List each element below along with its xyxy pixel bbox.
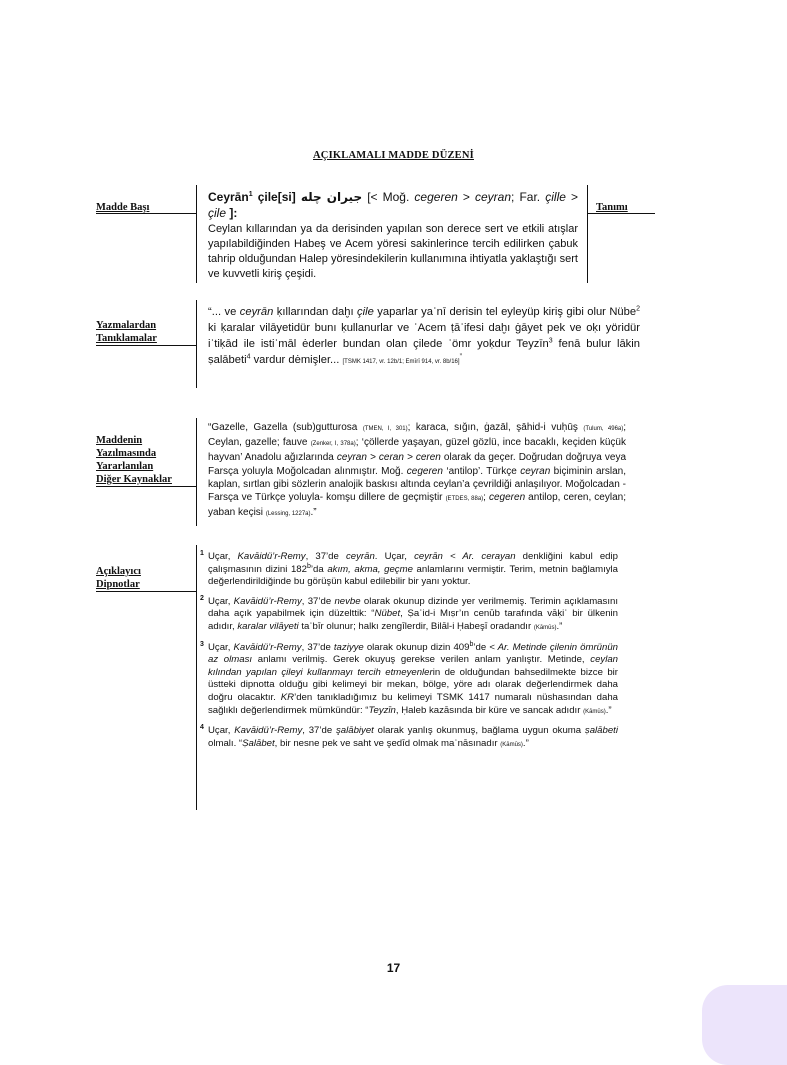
citation-reference: [TSMK 1417, vr. 12b/1; Emīrī 914, vr. 8b/16]: [342, 359, 460, 365]
footnote-1: 1 Uçar, Kavāidü’r-Remy, 37’de ceyrān. Uçar, ceyrān < Ar. cerayan denkliğini kabul edip çalışmasının dizini 182$^b$’da akım, akma, geçme anlamlarını vermiştir. Terim, metnin bağlamıyla değerlendirildiğinde bu görüşün kabul edilebilir bir yanı yoktur.: [200, 550, 619, 588]
entry-block: [208, 190, 578, 282]
label-dipnotlar: Açıklayıcı Dipnotlar: [96, 566, 141, 590]
label-diger-kaynaklar: Maddenin Yazılmasında Yararlanılan Diğer Kaynaklar: [96, 435, 172, 485]
bracket-line: [196, 545, 197, 810]
label-madde-basi: Madde Başı: [96, 202, 150, 213]
headword: Ceyrān$^1$ çile[si] جيران چله: [208, 190, 363, 204]
connector-line: [587, 213, 655, 214]
label-yazmalardan: Yazmalardan Tanıklamalar: [96, 320, 157, 344]
etymology: [< Moğ. cegeren > ceyran; Far. çille > çile ]:: [208, 190, 579, 220]
connector-line: [96, 345, 196, 346]
label-tanimi: Tanımı: [596, 202, 628, 213]
page-title: AÇIKLAMALI MADDE DÜZENİ: [313, 150, 474, 161]
bracket-line: [196, 300, 197, 388]
bracket-line: [587, 185, 588, 283]
bracket-line: [196, 185, 197, 283]
connector-line: [96, 486, 196, 487]
footnotes-block: [200, 550, 619, 758]
sources-block: “Gazelle, Gazella (sub)gutturosa (TMEN, I, 301); karaca, sığın, ġazāl, şāhid-i vuḥūş (Tulum, 496a); Ceylan, gazelle; fauve (Zenker, I, 378a); ‘çöllerde yaşayan, güzel gözlü, ince bacaklı, keçiden küçük hayvan’ Anadolu ağızlarında ceyran > ceran > ceren olarak da geçer. Doğrudan doğruya veya Farsça yoluyla Moğolcadan alınmıştır. Moğ. cegeren ‘antilop’. Türkçe ceyran biçiminin arslan, kaplan, sırtlan gibi sözlerin analojik baskısı altında ceylan’a çevrildiği anlaşılıyor. Moğolcadan -Farsça ve Türkçe yoluyla- komşu dillere de geçmiştir (ETDES, 88a); cegeren antilop, ceren, ceylan; yaban keçisi (Lessing, 1227a).”: [208, 422, 627, 519]
bracket-line: [196, 418, 197, 526]
citation-block: “... ve ceyrān ḳıllarından daḫı çile yaparlar yaʿnī derisin tel eyleyüp kiriş gibi olur Nübe$^2$ ki ḳaralar vilāyetidür bunı ḳullanurlar ve ʿAcem ṭāʾifesi daḫı ġāyet pek ve oḳı yöridür iʿtiḳād ile istiʿmāl ėderler bundan olan çilede ʿömr yoḳdur Teyzīn$^3$ fenā bulur lākin ṣalābeti$^4$ vardur dėmişler... [TSMK 1417, vr. 12b/1; Emīrī 914, vr. 8b/16]”: [208, 305, 640, 366]
arabic-headword: جيران چله: [300, 190, 363, 204]
page-number: 17: [386, 961, 401, 975]
connector-line: [96, 213, 196, 214]
footnote-4: 4 Uçar, Kavāidü’r-Remy, 37’de şalābiyet olarak yanlış okunmuş, bağlama uygun okuma ṣalābeti olmalı. “Ṣalābet, bir nesne pek ve saht ve şedīd olmak maʿnāsınadır (Kāmūs).”: [200, 724, 618, 749]
definition: Ceylan kıllarından ya da derisinden yapılan son derece sert ve etkili atışlar yapılabildiğinden Habeş ve Acem yöresi sakinlerince tercih edilirken çabuk tahrip olduğundan Halep yöresindekilerin kullanımına ihtiyatla yaklaştığı sert ve kuvvetli kiriş çeşidi.: [208, 223, 578, 280]
footnote-3: 3 Uçar, Kavāidü’r-Remy, 37’de taziyye olarak okunup dizin $409^b’de < Ar$. Metinde çilenin ömrünün az olması anlamı verilmiş. Gerek okuyuş gerekse verilen anlam yanlıştır. Metinde, ceylan kılından yapılan çileyi kullanmayı tercih etmeyenlerin de olduğundan bahsedilmekte bizce bir üstteki dipnotta olduğu gibi kelimeyi bir mekan, bölge, yöre adı olarak değerlendirmek daha doğru olacaktır. KR’den tanıkladığımız bu kelimeyi TSMK 1417 numaralı nüshasından daha sağlıklı değerlendirmek mümkündür: “Teyzīn, Ḥaleb kazāsında bir küre ve sancak adıdır (Kāmūs).”: [200, 640, 619, 716]
footnote-2: 2 Uçar, Kavāidü’r-Remy, 37’de nevbe olarak okunup dizinde yer verilmemiş. Terimin açıklamasını daha açık yapabilmek için düzelttik: “Nübet, Ṣaʿid-i Mıṣr’ın cenūb tarafında vāḳiʿ bir ülkenin adıdır, karalar vilāyeti taʿbīr olunur; halkı zengīlerdir, Bilāl-i Ḥabeşī oradandır (Kāmūs).”: [200, 594, 619, 632]
connector-line: [96, 591, 196, 592]
corner-tab: [702, 985, 787, 1065]
